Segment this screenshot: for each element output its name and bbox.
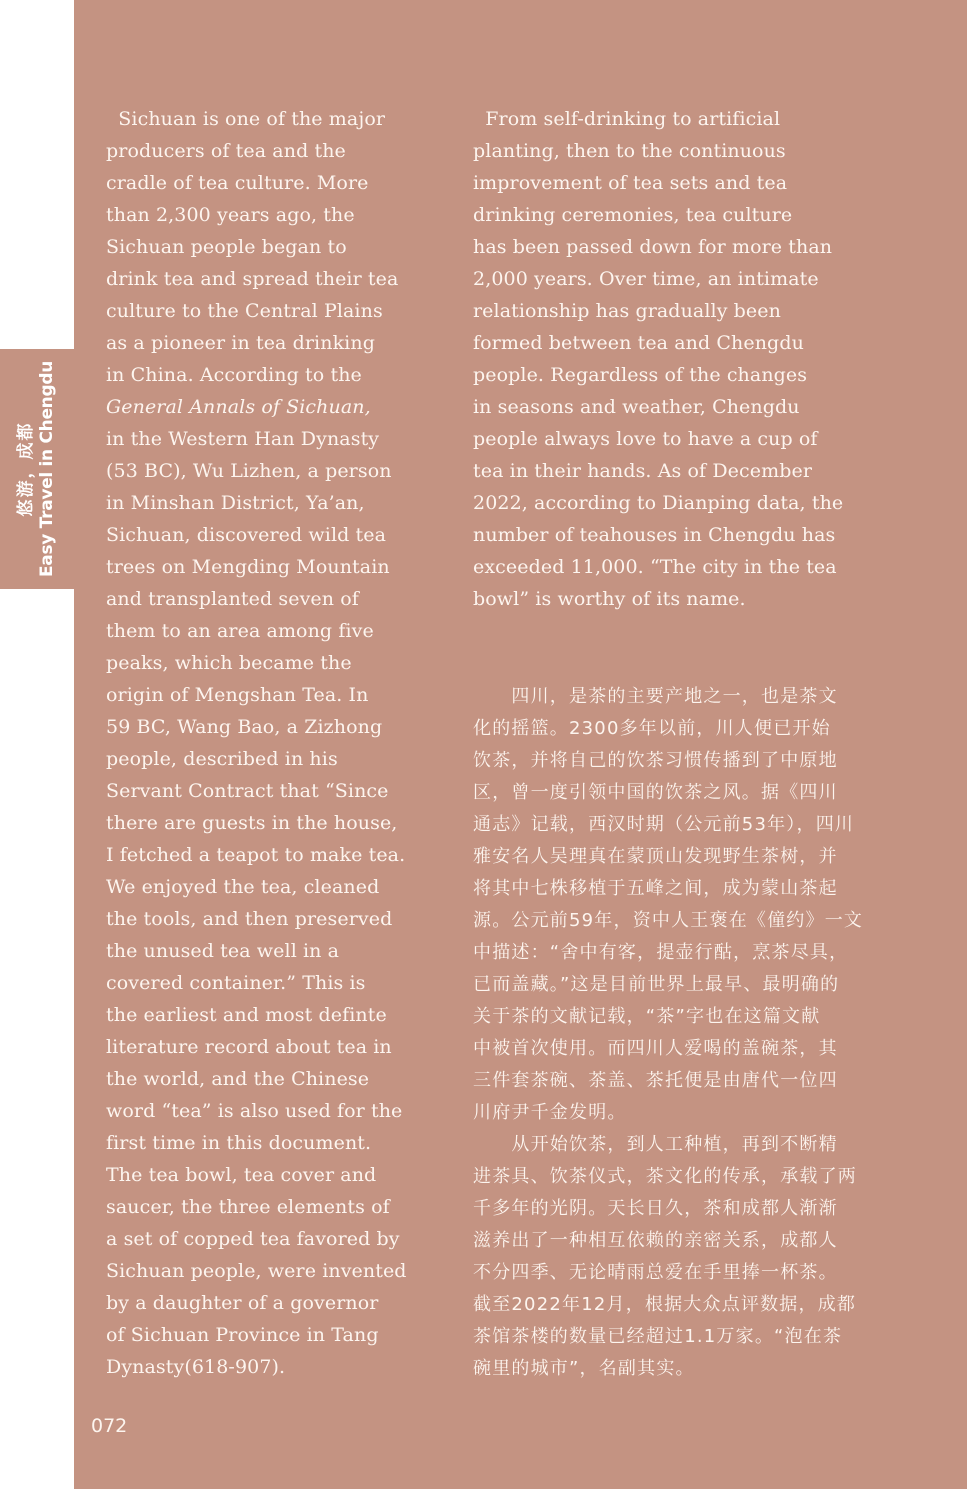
text-line: Servant Contract that “Since — [106, 780, 389, 802]
text-line: 化的摇篮。2300多年以前，川人便已开始 — [473, 718, 831, 739]
text-line: 茶馆茶楼的数量已经超过1.1万家。“泡在茶 — [473, 1326, 843, 1347]
text-line: 已而盖藏。”这是目前世界上最早、最明确的 — [473, 974, 840, 995]
text-line: 进茶具、饮茶仪式，茶文化的传承，承载了两 — [473, 1166, 857, 1187]
text-line: Sichuan people, were invented — [106, 1260, 407, 1282]
text-line: in seasons and weather, Chengdu — [473, 396, 800, 418]
text-line: 关于茶的文献记载，“茶”字也在这篇文献 — [473, 1006, 821, 1027]
text-line: them to an area among five — [106, 620, 374, 642]
page-number: 072 — [91, 1415, 128, 1437]
text-line: The tea bowl, tea cover and — [106, 1164, 377, 1186]
text-line: 碗里的城市”，名副其实。 — [473, 1358, 695, 1379]
text-line: exceeded 11,000. “The city in the tea — [473, 556, 837, 578]
text-line: Sichuan is one of the major — [106, 108, 386, 130]
text-line: peaks, which became the — [106, 652, 352, 674]
text-line: 千多年的光阴。天长日久，茶和成都人渐渐 — [473, 1198, 838, 1219]
text-line: 雅安名人吴理真在蒙顶山发现野生茶树，并 — [473, 846, 838, 867]
text-line: 区，曾一度引领中国的饮茶之风。据《四川 — [473, 782, 838, 803]
text-line: the earliest and most definte — [106, 1004, 387, 1026]
text-line: first time in this document. — [106, 1132, 372, 1154]
text-line: producers of tea and the — [106, 140, 346, 162]
text-line: by a daughter of a governor — [106, 1292, 379, 1314]
text-line: 川府尹千金发明。 — [473, 1102, 627, 1123]
text-line: 滋养出了一种相互依赖的亲密关系，成都人 — [473, 1230, 838, 1251]
text-line: word “tea” is also used for the — [106, 1100, 403, 1122]
text-line: literature record about tea in — [106, 1036, 392, 1058]
text-line: of Sichuan Province in Tang — [106, 1324, 379, 1346]
text-line: culture to the Central Plains — [106, 300, 383, 322]
text-line: 从开始饮茶，到人工种植，再到不断精 — [473, 1134, 838, 1155]
text-line: Dynasty(618-907). — [106, 1356, 286, 1378]
english-column-right — [473, 103, 843, 615]
text-line: 四川，是茶的主要产地之一，也是茶文 — [473, 686, 838, 707]
chinese-column — [473, 681, 863, 1385]
text-line: people, described in his — [106, 748, 338, 770]
text-line: Sichuan people began to — [106, 236, 347, 258]
text-line: 2022, according to Dianping data, the — [473, 492, 844, 514]
text-line: covered container.” This is — [106, 972, 366, 994]
text-line: tea in their hands. As of December — [473, 460, 812, 482]
text-line: General Annals of Sichuan, — [106, 396, 371, 418]
text-line: improvement of tea sets and tea — [473, 172, 788, 194]
text-line: Sichuan, discovered wild tea — [106, 524, 387, 546]
text-line: and transplanted seven of — [106, 588, 359, 610]
section-title-en: Easy Travel in Chengdu — [37, 360, 57, 578]
text-line: people always love to have a cup of — [473, 428, 818, 450]
text-line: in Minshan District, Ya’an, — [106, 492, 365, 514]
text-line: 截至2022年12月，根据大众点评数据，成都 — [473, 1294, 857, 1315]
text-line: saucer, the three elements of — [106, 1196, 390, 1218]
text-line: 饮茶，并将自己的饮茶习惯传播到了中原地 — [473, 750, 838, 771]
text-line: 三件套茶碗、茶盖、茶托便是由唐代一位四 — [473, 1070, 838, 1091]
text-line: has been passed down for more than — [473, 236, 833, 258]
text-line: 中描述：“舍中有客，提壶行酤，烹茶尽具， — [473, 942, 849, 963]
text-line: 中被首次使用。而四川人爱喝的盖碗茶，其 — [473, 1038, 838, 1059]
text-line: than 2,300 years ago, the — [106, 204, 355, 226]
text-line: 源。公元前59年，资中人王褒在《僮约》一文 — [473, 910, 864, 931]
section-title-zh: 悠游，成都 — [16, 421, 36, 517]
text-line: 将其中七株移植于五峰之间，成为蒙山茶起 — [473, 878, 838, 899]
text-line: trees on Mengding Mountain — [106, 556, 390, 578]
text-line: 通志》记载，西汉时期（公元前53年），四川 — [473, 814, 855, 835]
text-line: formed between tea and Chengdu — [473, 332, 804, 354]
text-line: relationship has gradually been — [473, 300, 781, 322]
text-line: a set of copped tea favored by — [106, 1228, 400, 1250]
english-column-left — [106, 103, 407, 1383]
section-tab-label — [16, 361, 58, 577]
text-line: We enjoyed the tea, cleaned — [106, 876, 380, 898]
text-line: drinking ceremonies, tea culture — [473, 204, 793, 226]
text-line: planting, then to the continuous — [473, 140, 786, 162]
text-line: the tools, and then preserved — [106, 908, 393, 930]
text-line: there are guests in the house, — [106, 812, 398, 834]
text-line: the world, and the Chinese — [106, 1068, 370, 1090]
text-line: the unused tea well in a — [106, 940, 340, 962]
text-line: in China. According to the — [106, 364, 362, 386]
text-line: 2,000 years. Over time, an intimate — [473, 268, 819, 290]
text-line: 不分四季、无论晴雨总爱在手里捧一杯茶。 — [473, 1262, 838, 1283]
text-line: as a pioneer in tea drinking — [106, 332, 375, 354]
text-line: bowl” is worthy of its name. — [473, 588, 746, 610]
text-line: in the Western Han Dynasty — [106, 428, 380, 450]
text-line: drink tea and spread their tea — [106, 268, 399, 290]
text-line: 59 BC, Wang Bao, a Zizhong — [106, 716, 383, 738]
text-line: cradle of tea culture. More — [106, 172, 369, 194]
text-line: number of teahouses in Chengdu has — [473, 524, 836, 546]
text-line: (53 BC), Wu Lizhen, a person — [106, 460, 392, 482]
text-line: From self-drinking to artificial — [473, 108, 781, 130]
text-line: I fetched a teapot to make tea. — [106, 844, 406, 866]
text-line: origin of Mengshan Tea. In — [106, 684, 369, 706]
section-tab — [0, 349, 74, 589]
text-line: people. Regardless of the changes — [473, 364, 808, 386]
